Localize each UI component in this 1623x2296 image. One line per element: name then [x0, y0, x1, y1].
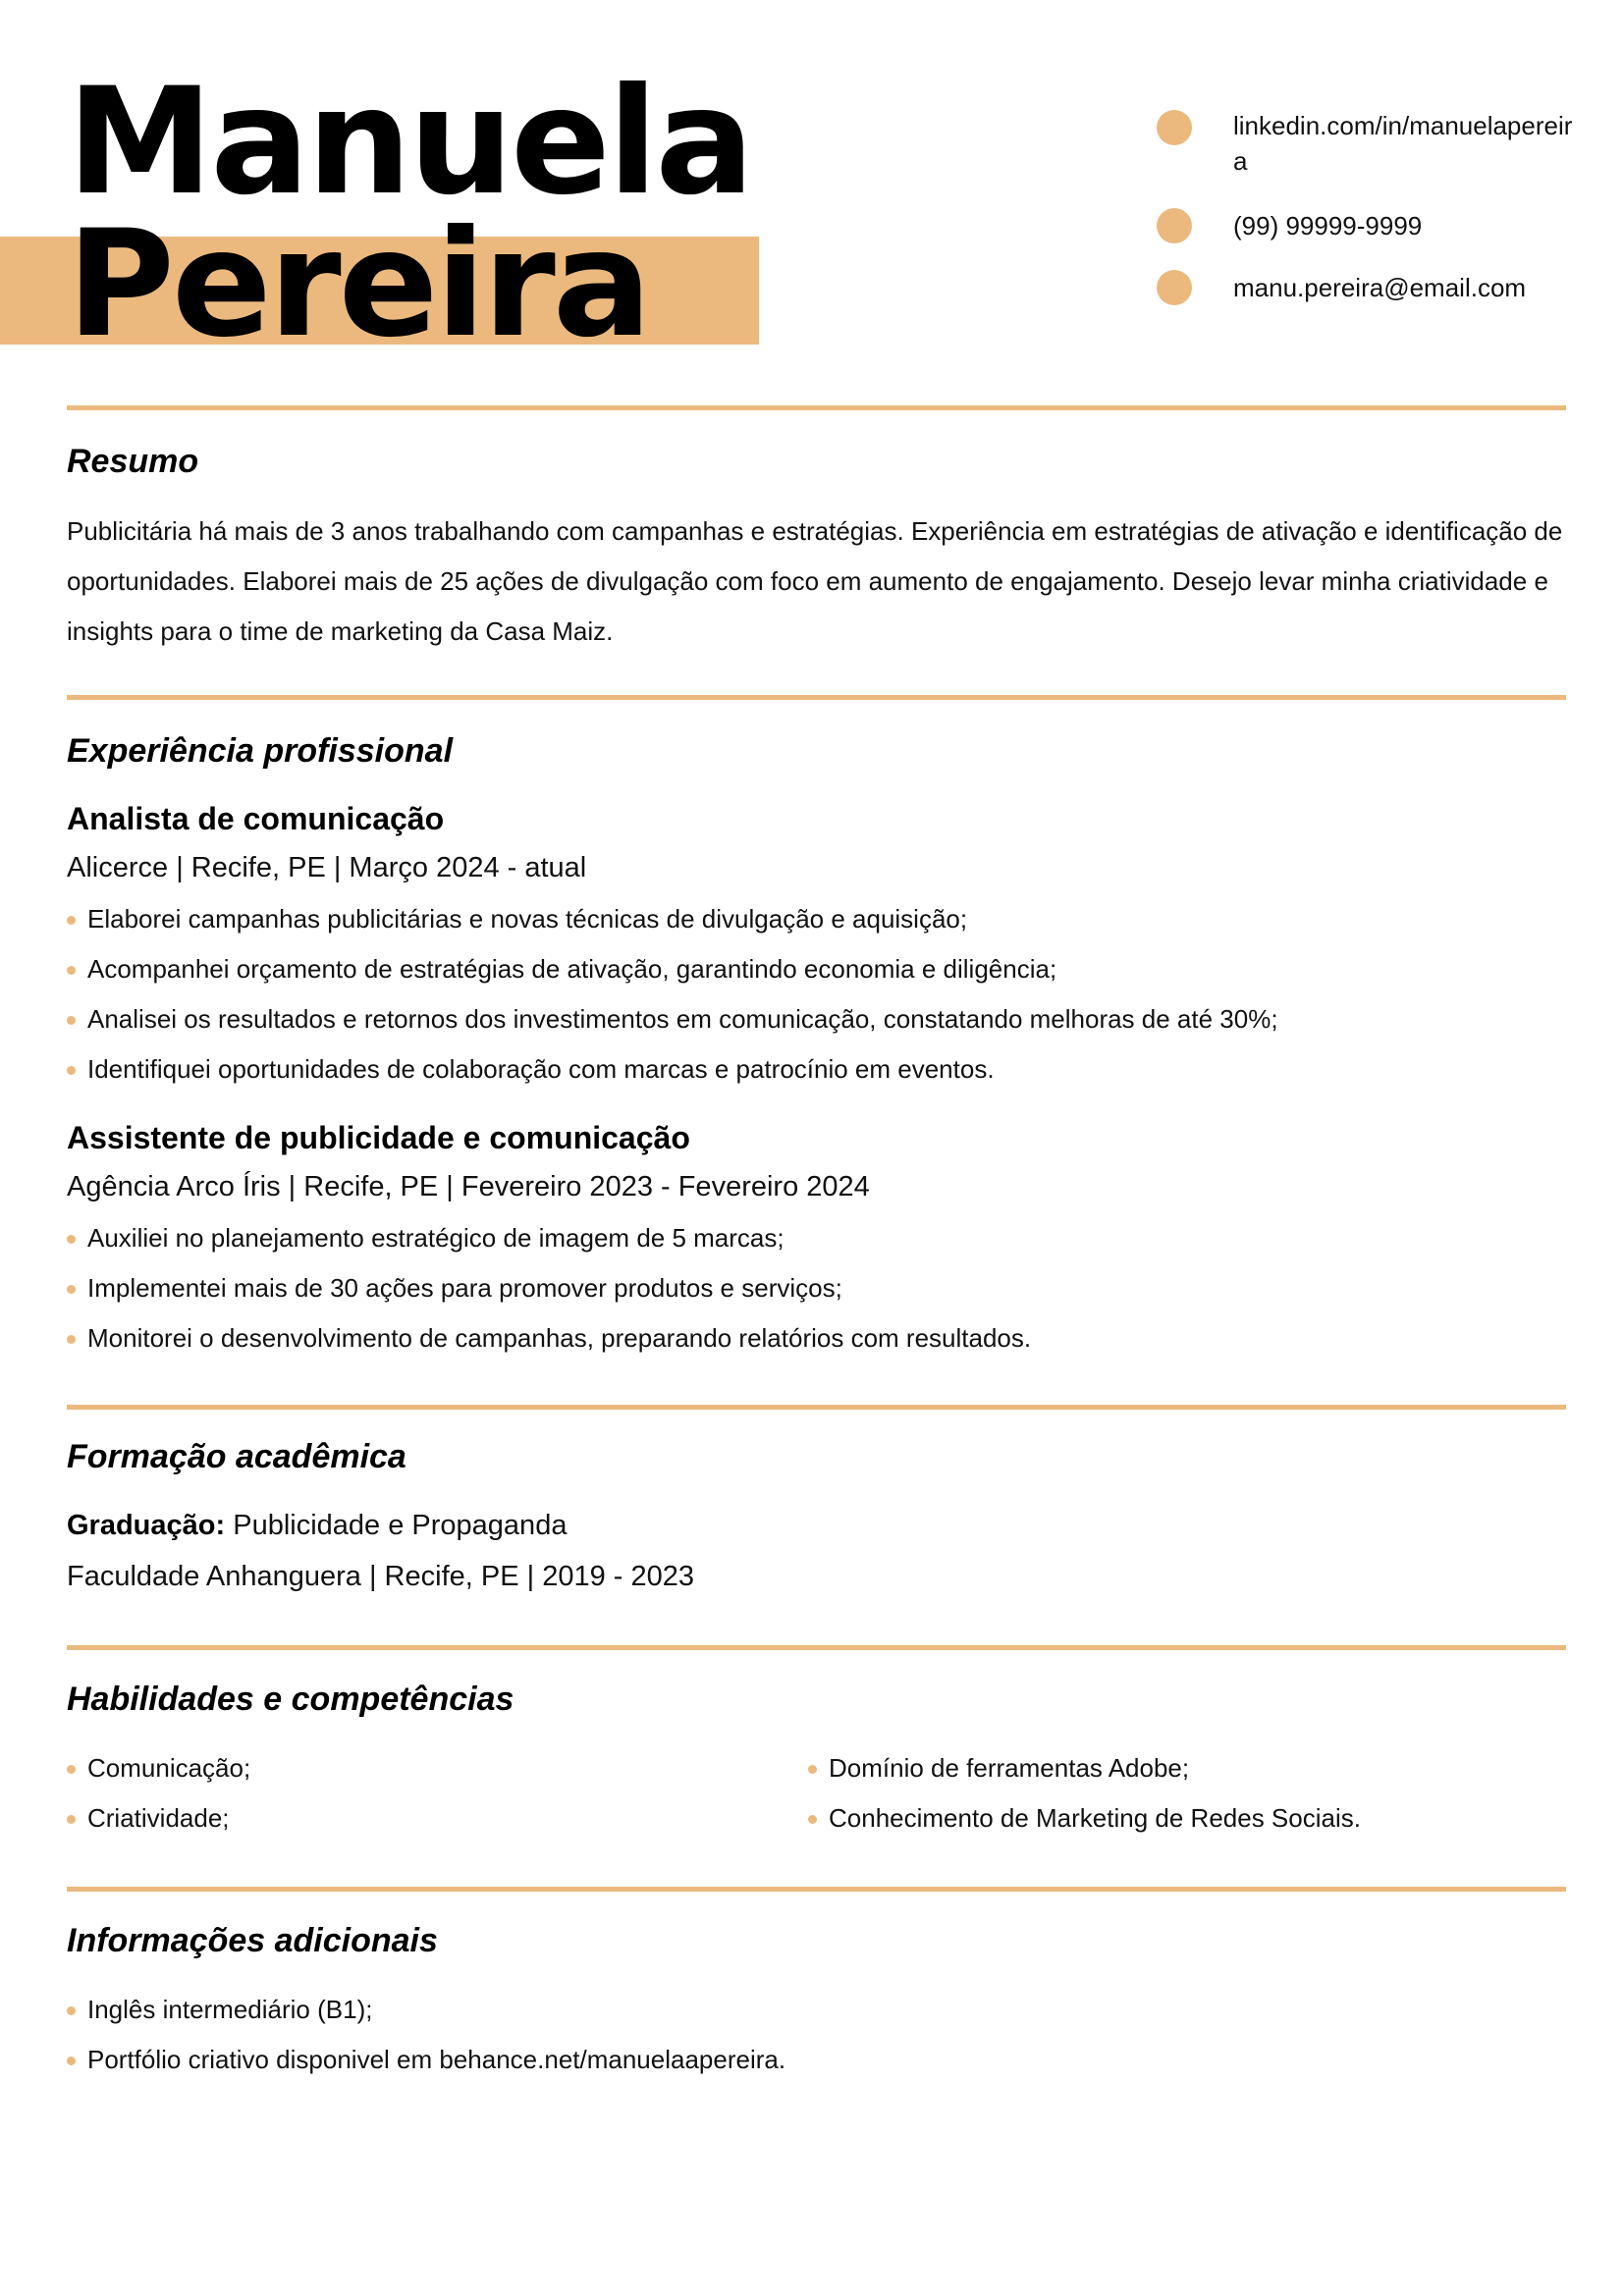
experience-title: Experiência profissional	[67, 732, 454, 770]
list-item: Acompanhei orçamento de estratégias de ativação, garantindo economia e diligência;	[67, 944, 1278, 994]
list-item: Elaborei campanhas publicitárias e novas técnicas de divulgação e aquisição;	[67, 894, 1278, 944]
section-divider	[67, 695, 1566, 700]
job-bullet-list	[67, 894, 1278, 1095]
job-title: Assistente de publicidade e comunicação	[67, 1120, 690, 1155]
list-item: Comunicação;	[67, 1743, 250, 1793]
education-degree	[67, 1510, 567, 1542]
section-divider	[67, 1645, 1566, 1650]
linkedin-dot-icon	[1157, 110, 1192, 145]
phone-text: (99) 99999-9999	[1233, 211, 1423, 240]
skills-list-right	[808, 1743, 1361, 1843]
list-item: Implementei mais de 30 ações para promover produtos e serviços;	[67, 1263, 1031, 1313]
job-bullet-list	[67, 1213, 1031, 1363]
email-text[interactable]: manu.pereira@email.com	[1233, 273, 1527, 302]
section-divider	[67, 1887, 1566, 1892]
list-item: Analisei os resultados e retornos dos investimentos em comunicação, constatando melhoras de até 30%;	[67, 994, 1278, 1044]
skills-list-left	[67, 1743, 250, 1843]
list-item: Identifiquei oportunidades de colaboração com marcas e patrocínio em eventos.	[67, 1044, 1278, 1095]
summary-text: Publicitária há mais de 3 anos trabalhando com campanhas e estratégias. Experiência em estratégias de ativação e identificação de oportunidades. Elaborei mais de 25 ações de divulgação com foco em aumento de engajamento. Desejo levar minha criatividade e insights para o time de marketing da Casa Maiz.	[67, 516, 1563, 646]
phone-dot-icon	[1157, 208, 1192, 243]
list-item: Criatividade;	[67, 1793, 250, 1843]
list-item: Auxiliei no planejamento estratégico de imagem de 5 marcas;	[67, 1213, 1031, 1263]
job-meta: Alicerce | Recife, PE | Março 2024 - atual	[67, 852, 587, 883]
last-name: Pereira	[67, 199, 649, 370]
education-institution: Faculdade Anhanguera | Recife, PE | 2019 - 2023	[67, 1561, 695, 1592]
list-item: Domínio de ferramentas Adobe;	[808, 1743, 1361, 1793]
first-name: Manuela	[67, 57, 752, 228]
list-item: Portfólio criativo disponivel em behance.net/manuelaapereira.	[67, 2035, 785, 2085]
job-title: Analista de comunicação	[67, 801, 445, 836]
degree-label: Graduação:	[67, 1510, 226, 1541]
skills-title: Habilidades e competências	[67, 1681, 514, 1718]
section-divider	[67, 1405, 1566, 1410]
degree-value: Publicidade e Propaganda	[233, 1510, 568, 1541]
section-divider	[67, 405, 1566, 410]
education-title: Formação acadêmica	[67, 1438, 406, 1475]
summary-title: Resumo	[67, 443, 199, 480]
additional-title: Informações adicionais	[67, 1922, 438, 1959]
list-item: Monitorei o desenvolvimento de campanhas, preparando relatórios com resultados.	[67, 1313, 1031, 1363]
linkedin-text[interactable]: linkedin.com/in/manuelapereira	[1233, 111, 1573, 176]
email-dot-icon	[1157, 270, 1192, 305]
list-item: Inglês intermediário (B1);	[67, 1985, 785, 2035]
additional-list	[67, 1985, 785, 2085]
list-item: Conhecimento de Marketing de Redes Sociais.	[808, 1793, 1361, 1843]
job-meta: Agência Arco Íris | Recife, PE | Fevereiro 2023 - Fevereiro 2024	[67, 1171, 870, 1202]
